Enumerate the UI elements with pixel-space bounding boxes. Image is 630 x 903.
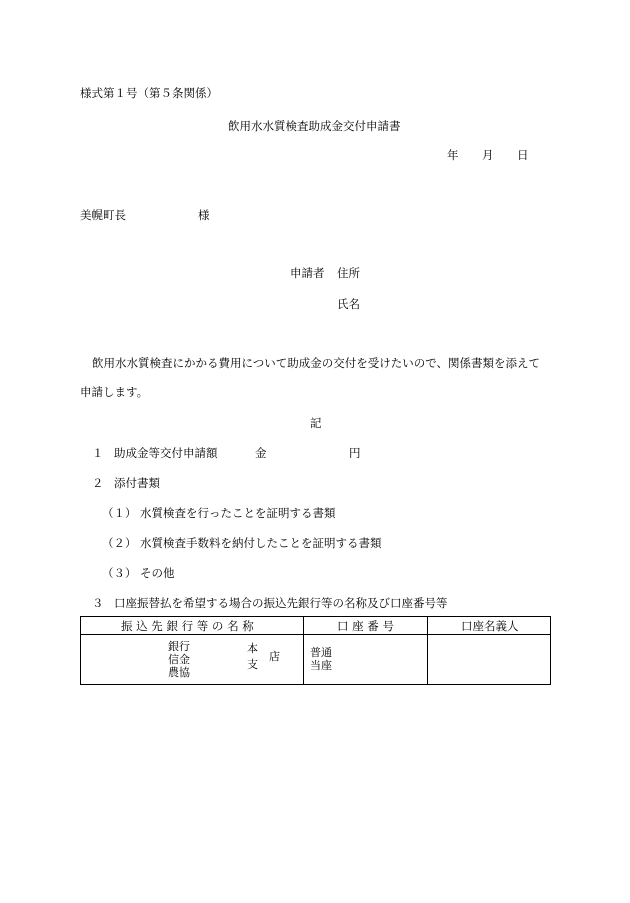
sub3-number: （３）	[102, 566, 137, 580]
applicant-label: 申請者	[290, 266, 325, 280]
item3-label: 口座振替払を希望する場合の振込先銀行等の名称及び口座番号等	[114, 596, 448, 610]
sub3-text: その他	[140, 566, 175, 580]
table-column-divider-1	[303, 617, 304, 684]
branch-type-main: 本	[247, 642, 258, 655]
form-title: 飲用水水質検査助成金交付申請書	[228, 119, 401, 133]
item1-label: 助成金等交付申請額	[114, 446, 218, 460]
body-text-line2: 申請します。	[80, 385, 149, 399]
item1-yen: 円	[349, 446, 361, 460]
table-column-divider-2	[427, 617, 428, 684]
name-label: 氏名	[337, 297, 360, 311]
address-label: 住所	[337, 266, 360, 280]
body-text-line1: 飲用水水質検査にかかる費用について助成金の交付を受けたいので、関係書類を添えて	[92, 356, 541, 370]
header-bank-name: 振 込 先 銀 行 等 の 名 称	[121, 619, 254, 633]
date-year: 年	[447, 148, 459, 162]
account-type-ordinary: 普通	[310, 646, 332, 659]
bank-type-bank: 銀行	[168, 640, 190, 653]
header-account-holder: 口座名義人	[461, 619, 519, 633]
addressee-honorific: 様	[198, 208, 210, 222]
ki-heading: 記	[310, 416, 322, 430]
item2-label: 添付書類	[114, 476, 160, 490]
branch-suffix: 店	[269, 650, 280, 663]
branch-type-sub: 支	[247, 658, 258, 671]
sub2-text: 水質検査手数料を納付したことを証明する書類	[140, 536, 382, 550]
sub1-number: （１）	[102, 506, 137, 520]
bank-type-shinkin: 信金	[168, 653, 190, 666]
date-month: 月	[482, 148, 494, 162]
sub2-number: （２）	[102, 536, 137, 550]
addressee-name: 美幌町長	[80, 208, 126, 222]
item1-kin: 金	[255, 446, 267, 460]
form-number: 様式第１号（第５条関係）	[80, 86, 218, 100]
account-type-current: 当座	[310, 659, 332, 672]
date-day: 日	[517, 148, 529, 162]
item3-number: ３	[92, 596, 104, 610]
table-header-divider	[81, 634, 550, 635]
sub1-text: 水質検査を行ったことを証明する書類	[140, 506, 336, 520]
item1-number: １	[92, 446, 104, 460]
bank-account-table	[80, 616, 551, 685]
bank-type-nokyo: 農協	[168, 666, 190, 679]
header-account-number: 口 座 番 号	[337, 619, 394, 633]
item2-number: ２	[92, 476, 104, 490]
